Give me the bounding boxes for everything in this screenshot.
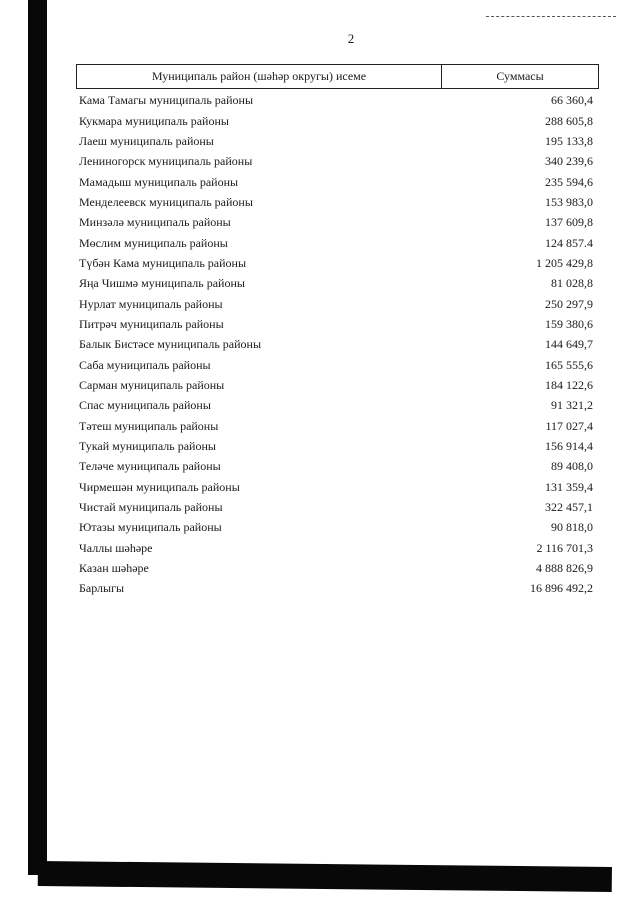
row-name: Питрәч муниципаль районы [79, 316, 224, 331]
table-row [79, 110, 593, 130]
column-header-name: Муниципаль район (шәһәр округы) исеме [77, 65, 442, 88]
row-name: Тукай муниципаль районы [79, 439, 216, 454]
table-row [79, 558, 593, 578]
column-header-sum: Суммасы [496, 69, 544, 83]
row-value: 250 297,9 [545, 296, 593, 311]
row-value: 144 649,7 [545, 337, 593, 352]
table-row [79, 416, 593, 436]
row-name: Түбән Кама муниципаль районы [79, 255, 247, 270]
row-value: 4 888 826,9 [536, 561, 593, 576]
row-value: 117 027,4 [545, 418, 593, 433]
table-row [79, 192, 593, 212]
row-value: 131 359,4 [545, 479, 593, 494]
table-row [79, 538, 593, 558]
table-row [79, 497, 593, 517]
table-row [79, 151, 593, 171]
table-row [79, 375, 593, 395]
row-value: 1 205 429,8 [536, 255, 593, 270]
row-name: Казан шәһәре [79, 561, 149, 576]
row-name: Мамадыш муниципаль районы [79, 174, 239, 189]
row-value: 91 321,2 [551, 398, 593, 413]
table-row [79, 131, 593, 151]
table-row [79, 232, 593, 252]
table-row [79, 477, 593, 497]
row-value: 235 594,6 [545, 174, 593, 189]
row-name: Балык Бистәсе муниципаль районы [79, 337, 262, 352]
table-row [79, 314, 593, 334]
row-name: Теләче муниципаль районы [79, 459, 221, 474]
row-value: 89 408,0 [551, 459, 593, 474]
table-header [76, 64, 599, 89]
row-name: Яңа Чишмә муниципаль районы [79, 276, 245, 291]
table-row [79, 90, 593, 110]
row-name: Лениногорск муниципаль районы [79, 154, 253, 169]
scan-edge-bottom [38, 861, 612, 892]
row-value: 66 360,4 [551, 93, 593, 108]
table-row [79, 171, 593, 191]
table-body [79, 90, 593, 599]
row-value: 90 818,0 [551, 520, 593, 535]
row-name: Чирмешән муниципаль районы [79, 479, 240, 494]
table-row [79, 273, 593, 293]
row-value: 156 914,4 [545, 439, 593, 454]
row-name: Спас муниципаль районы [79, 398, 211, 413]
table-row [79, 334, 593, 354]
row-name: Кукмара муниципаль районы [79, 113, 229, 128]
scan-mark-top [486, 16, 616, 18]
row-name: Саба муниципаль районы [79, 357, 211, 372]
row-name: Чаллы шәһәре [79, 540, 153, 555]
row-name: Нурлат муниципаль районы [79, 296, 223, 311]
row-name: Чистай муниципаль районы [79, 500, 223, 515]
table-row [79, 253, 593, 273]
table-row [79, 395, 593, 415]
row-name: Менделеевск муниципаль районы [79, 194, 253, 209]
table-row [79, 517, 593, 537]
table-row [79, 456, 593, 476]
row-value: 195 133,8 [545, 133, 593, 148]
row-name: Минзәлә муниципаль районы [79, 215, 231, 230]
row-name: Ютазы муниципаль районы [79, 520, 222, 535]
scan-edge-left [28, 0, 47, 875]
row-value: 137 609,8 [545, 215, 593, 230]
row-value: 288 605,8 [545, 113, 593, 128]
table-row [79, 212, 593, 232]
row-value: 81 028,8 [551, 276, 593, 291]
row-name: Сарман муниципаль районы [79, 377, 225, 392]
row-value: 184 122,6 [545, 377, 593, 392]
row-value: 2 116 701,3 [536, 540, 593, 555]
row-value: 16 896 492,2 [530, 581, 593, 596]
table-row-total [79, 578, 593, 598]
row-value: 159 380,6 [545, 316, 593, 331]
row-value: 124 857.4 [545, 235, 593, 250]
row-name: Мөслим муниципаль районы [79, 235, 228, 250]
row-name: Лаеш муниципаль районы [79, 133, 214, 148]
row-value: 340 239,6 [545, 154, 593, 169]
table-row [79, 436, 593, 456]
row-name: Тәтеш муниципаль районы [79, 418, 219, 433]
row-value: 153 983,0 [545, 194, 593, 209]
table-row [79, 293, 593, 313]
table-row [79, 354, 593, 374]
row-name: Кама Тамагы муниципаль районы [79, 93, 254, 108]
row-name: Барлыгы [79, 581, 125, 596]
row-value: 165 555,6 [545, 357, 593, 372]
row-value: 322 457,1 [545, 500, 593, 515]
page-number: 2 [347, 31, 355, 46]
